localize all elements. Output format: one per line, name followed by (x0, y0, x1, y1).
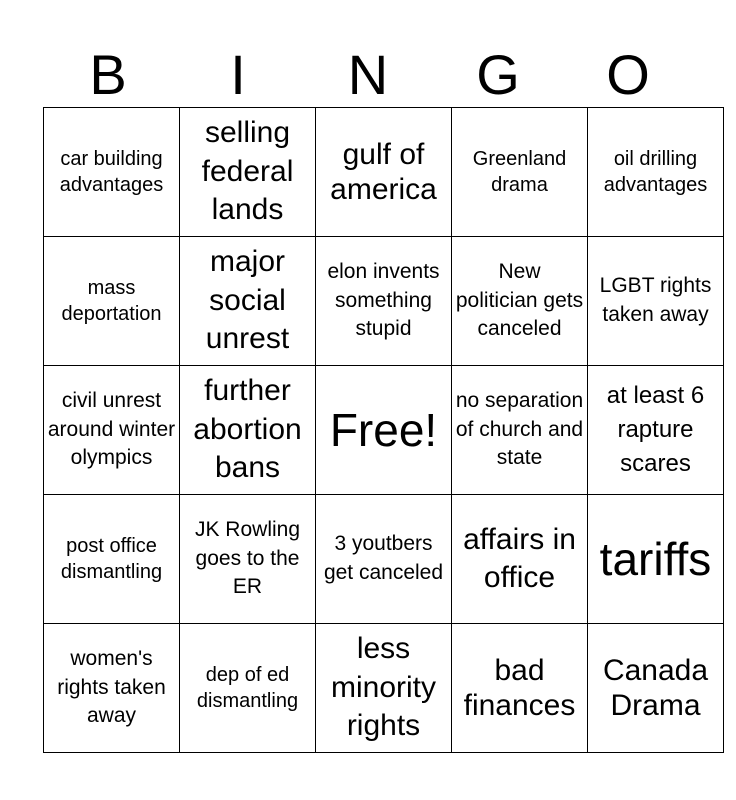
header-letter-o: O (606, 43, 650, 106)
bingo-cell[interactable]: no separation of church and state (452, 366, 588, 495)
bingo-cell[interactable]: post office dismantling (44, 495, 180, 624)
bingo-row (44, 495, 724, 624)
bingo-cell[interactable]: dep of ed dismantling (180, 624, 316, 753)
bingo-cell[interactable]: oil drilling advantages (588, 108, 724, 237)
bingo-cell[interactable]: civil unrest around winter olympics (44, 366, 180, 495)
bingo-card (43, 107, 724, 753)
bingo-cell[interactable]: 3 youtbers get canceled (316, 495, 452, 624)
bingo-cell[interactable]: at least 6 rapture scares (588, 366, 724, 495)
bingo-cell[interactable]: JK Rowling goes to the ER (180, 495, 316, 624)
bingo-cell[interactable]: New politician gets canceled (452, 237, 588, 366)
bingo-cell[interactable]: car building advantages (44, 108, 180, 237)
bingo-cell[interactable]: major social unrest (180, 237, 316, 366)
bingo-row (44, 108, 724, 237)
bingo-cell[interactable]: mass deportation (44, 237, 180, 366)
bingo-row (44, 624, 724, 753)
bingo-cell[interactable]: Greenland drama (452, 108, 588, 237)
bingo-cell[interactable]: less minority rights (316, 624, 452, 753)
header-letter-b: B (89, 43, 127, 106)
header-letter-g: G (476, 43, 520, 106)
bingo-row (44, 366, 724, 495)
bingo-cell[interactable]: tariffs (588, 495, 724, 624)
bingo-cell[interactable]: LGBT rights taken away (588, 237, 724, 366)
bingo-cell[interactable]: affairs in office (452, 495, 588, 624)
free-space[interactable]: Free! (316, 366, 452, 495)
header-letter-i: I (230, 43, 246, 106)
bingo-cell[interactable]: elon invents something stupid (316, 237, 452, 366)
bingo-row (44, 237, 724, 366)
bingo-cell[interactable]: gulf of america (316, 108, 452, 237)
bingo-cell[interactable]: Canada Drama (588, 624, 724, 753)
bingo-header (43, 44, 693, 106)
bingo-cell[interactable]: women's rights taken away (44, 624, 180, 753)
bingo-cell[interactable]: selling federal lands (180, 108, 316, 237)
bingo-cell[interactable]: bad finances (452, 624, 588, 753)
header-letter-n: N (347, 43, 389, 106)
bingo-cell[interactable]: further abortion bans (180, 366, 316, 495)
